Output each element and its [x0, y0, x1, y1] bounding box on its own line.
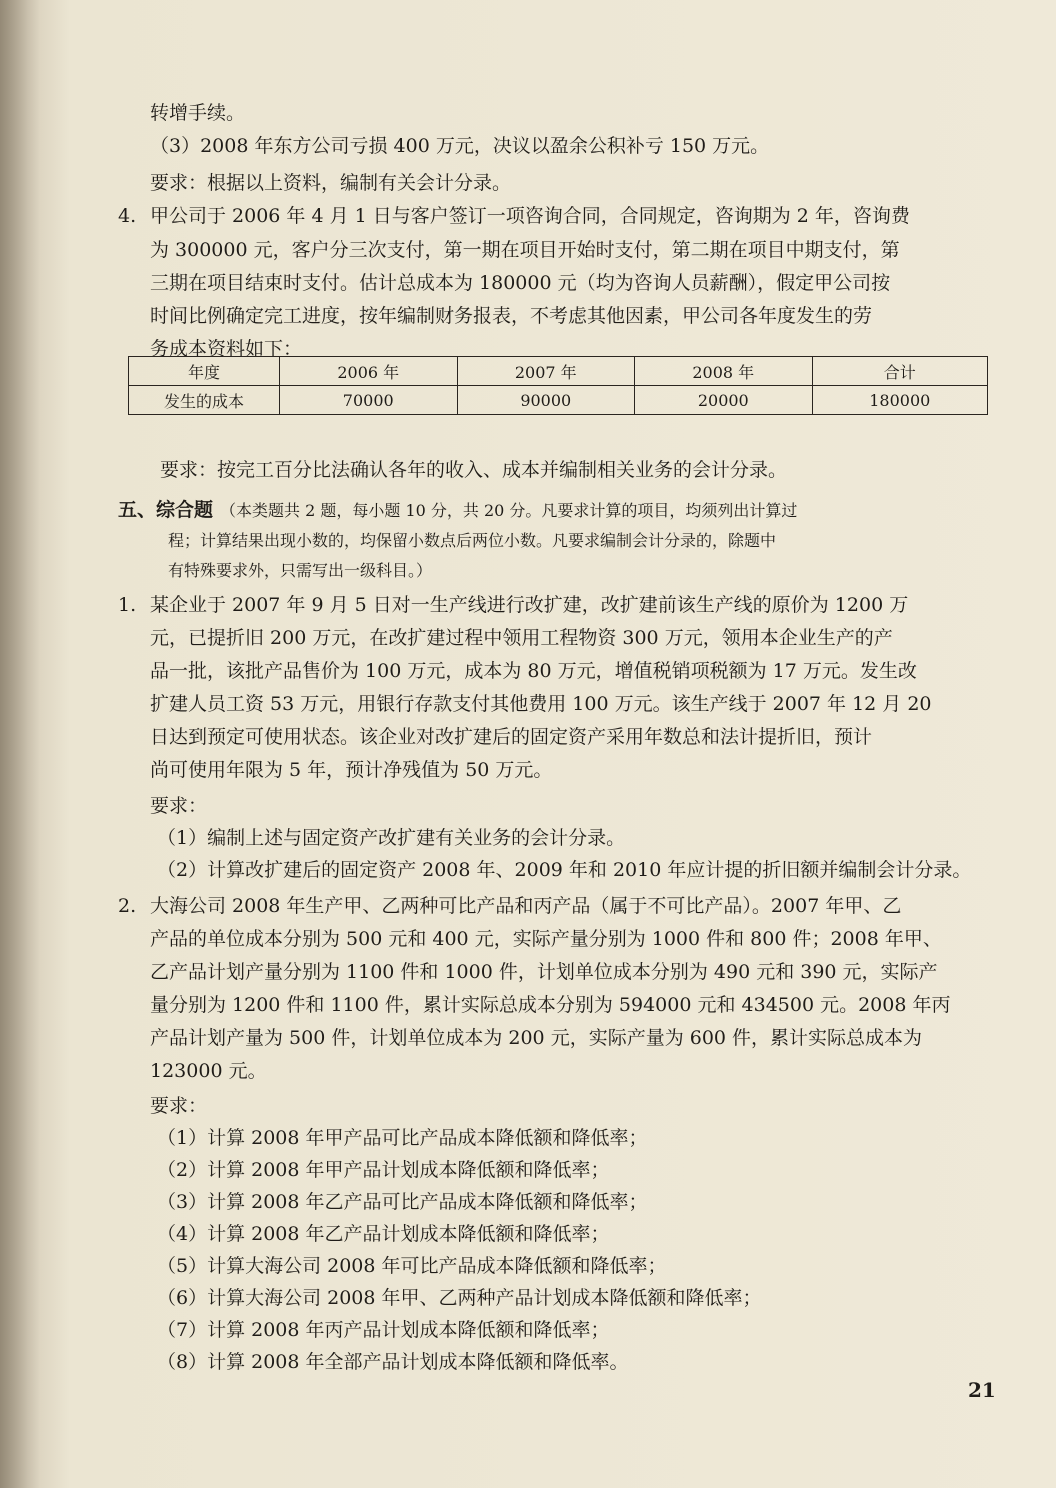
table-header: 年度 [129, 357, 280, 386]
table-header-row [129, 357, 988, 386]
section-note: （本类题共 2 题，每小题 10 分，共 20 分。凡要求计算的项目，均须列出计算过 [220, 501, 798, 520]
question-1-line: 某企业于 2007 年 9 月 5 日对一生产线进行改扩建，改扩建前该生产线的原价为 1200 万 [150, 594, 909, 616]
section-note: 程；计算结果出现小数的，均保留小数点后两位小数。凡要求编制会计分录的，除题中 [168, 531, 777, 550]
question-1-subitem: （1）编制上述与固定资产改扩建有关业务的会计分录。 [157, 827, 626, 849]
table-cell: 70000 [280, 386, 458, 415]
table-header: 合计 [812, 357, 987, 386]
question-2-line: 乙产品计划产量分别为 1100 件和 1000 件，计划单位成本分别为 490 元和 390 元，实际产 [150, 961, 938, 983]
question-1-line: 日达到预定可使用状态。该企业对改扩建后的固定资产采用年数总和法计提折旧，预计 [150, 726, 873, 748]
section-note: 有特殊要求外，只需写出一级科目。） [168, 561, 433, 580]
text-line: （3）2008 年东方公司亏损 400 万元，决议以盈余公积补亏 150 万元。 [150, 135, 770, 157]
book-spine-shadow [0, 0, 40, 1488]
table-cell: 90000 [457, 386, 635, 415]
question-2-line: 量分别为 1200 件和 1100 件，累计实际总成本分别为 594000 元和 434500 元。2008 年丙 [150, 994, 951, 1016]
table-header: 2007 年 [457, 357, 635, 386]
question-2-subitem: （1）计算 2008 年甲产品可比产品成本降低额和降低率； [157, 1127, 648, 1149]
table-cell: 发生的成本 [129, 386, 280, 415]
question-4-requirement: 要求：按完工百分比法确认各年的收入、成本并编制相关业务的会计分录。 [160, 459, 788, 481]
text-line: 要求：根据以上资料，编制有关会计分录。 [150, 172, 512, 194]
question-2-line: 产品的单位成本分别为 500 元和 400 元，实际产量分别为 1000 件和 800 件；2008 年甲、 [150, 928, 942, 950]
question-2-line: 产品计划产量为 500 件，计划单位成本为 200 元，实际产量为 600 件，累计实际总成本为 [150, 1027, 923, 1049]
question-4-line: 三期在项目结束时支付。估计总成本为 180000 元（均为咨询人员薪酬），假定甲公司按 [150, 272, 891, 294]
cost-table [128, 356, 988, 415]
section-title: 五、综合题 [118, 499, 214, 521]
question-number: 4. [118, 205, 137, 227]
table-header: 2008 年 [635, 357, 813, 386]
question-2-line: 123000 元。 [150, 1060, 267, 1082]
question-4-line: 时间比例确定完工进度，按年编制财务报表，不考虑其他因素，甲公司各年度发生的劳 [150, 305, 873, 327]
question-4-line: 为 300000 元，客户分三次支付，第一期在项目开始时支付，第二期在项目中期支付，第 [150, 239, 900, 261]
question-1-requirement: 要求： [150, 795, 208, 817]
question-number: 1. [118, 594, 137, 616]
question-1-line: 扩建人员工资 53 万元，用银行存款支付其他费用 100 万元。该生产线于 2007 年 12 月 20 [150, 693, 932, 715]
table-header: 2006 年 [280, 357, 458, 386]
question-1-line: 尚可使用年限为 5 年，预计净残值为 50 万元。 [150, 759, 553, 781]
question-2-requirement: 要求： [150, 1095, 208, 1117]
question-2-line: 大海公司 2008 年生产甲、乙两种可比产品和丙产品（属于不可比产品）。2007 年甲、乙 [150, 895, 902, 917]
table-cell: 180000 [812, 386, 987, 415]
question-2-subitem: （7）计算 2008 年丙产品计划成本降低额和降低率； [157, 1319, 610, 1341]
table-row [129, 386, 988, 415]
question-4-line: 务成本资料如下： [150, 338, 303, 360]
question-2-subitem: （5）计算大海公司 2008 年可比产品成本降低额和降低率； [157, 1255, 667, 1277]
question-2-subitem: （8）计算 2008 年全部产品计划成本降低额和降低率。 [157, 1351, 629, 1373]
question-1-line: 元，已提折旧 200 万元，在改扩建过程中领用工程物资 300 万元，领用本企业生产的产 [150, 627, 893, 649]
question-1-subitem: （2）计算改扩建后的固定资产 2008 年、2009 年和 2010 年应计提的折旧额并编制会计分录。 [157, 859, 972, 881]
question-4-line: 甲公司于 2006 年 4 月 1 日与客户签订一项咨询合同，合同规定，咨询期为 2 年，咨询费 [150, 205, 910, 227]
text-line: 转增手续。 [150, 102, 246, 124]
question-2-subitem: （6）计算大海公司 2008 年甲、乙两种产品计划成本降低额和降低率； [157, 1287, 762, 1309]
page-number: 21 [968, 1378, 996, 1402]
question-number: 2. [118, 895, 137, 917]
question-1-line: 品一批，该批产品售价为 100 万元，成本为 80 万元，增值税销项税额为 17 万元。发生改 [150, 660, 917, 682]
table-cell: 20000 [635, 386, 813, 415]
question-2-subitem: （4）计算 2008 年乙产品计划成本降低额和降低率； [157, 1223, 610, 1245]
question-2-subitem: （3）计算 2008 年乙产品可比产品成本降低额和降低率； [157, 1191, 648, 1213]
question-2-subitem: （2）计算 2008 年甲产品计划成本降低额和降低率； [157, 1159, 610, 1181]
